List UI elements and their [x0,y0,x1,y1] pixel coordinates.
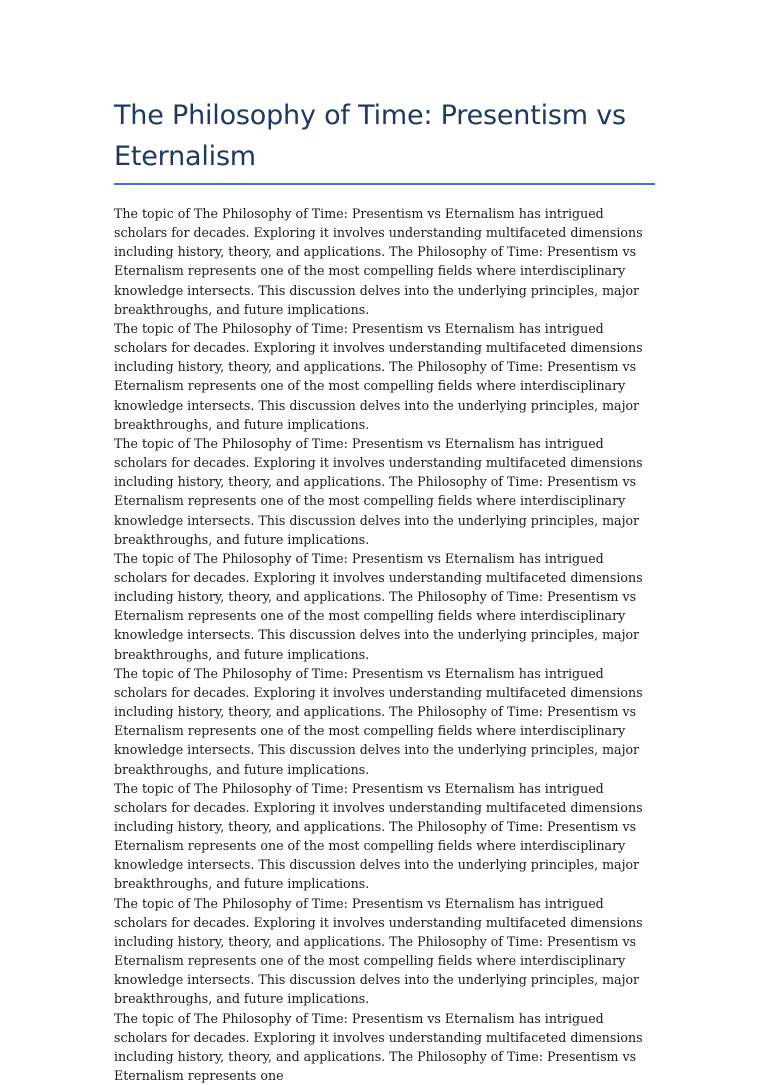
body-paragraph: The topic of The Philosophy of Time: Presentism vs Eternalism has intrigued scholars for decades. Exploring it involves understanding multifaceted dimensions including history, theory, and applications. The Philosophy of Time: Presentism vs Eternalism represents one of the most compelling fields where interdisciplinary knowledge intersects. This discussion delves into the underlying principles, major breakthroughs, and future implications. [114,780,643,892]
body-paragraph: The topic of The Philosophy of Time: Presentism vs Eternalism has intrigued scholars for decades. Exploring it involves understanding multifaceted dimensions including history, theory, and applications. The Philosophy of Time: Presentism vs Eternalism represents one of the most compelling fields where interdisciplinary knowledge intersects. This discussion delves into the underlying principles, major breakthroughs, and future implications. [114,895,643,1007]
title-divider [114,183,655,185]
body-paragraph: The topic of The Philosophy of Time: Presentism vs Eternalism has intrigued scholars for decades. Exploring it involves understanding multifaceted dimensions including history, theory, and applications. The Philosophy of Time: Presentism vs Eternalism represents one of the most compelling fields where interdisciplinary knowledge intersects. This discussion delves into the underlying principles, major breakthroughs, and future implications. [114,320,643,432]
body-paragraph: The topic of The Philosophy of Time: Presentism vs Eternalism has intrigued scholars for decades. Exploring it involves understanding multifaceted dimensions including history, theory, and applications. The Philosophy of Time: Presentism vs Eternalism represents one of the most compelling fields where interdisciplinary knowledge intersects. This discussion delves into the underlying principles, major breakthroughs, and future implications. [114,435,643,547]
body-paragraph: The topic of The Philosophy of Time: Presentism vs Eternalism has intrigued scholars for decades. Exploring it involves understanding multifaceted dimensions including history, theory, and applications. The Philosophy of Time: Presentism vs Eternalism represents one [114,1010,643,1084]
body-paragraph: The topic of The Philosophy of Time: Presentism vs Eternalism has intrigued scholars for decades. Exploring it involves understanding multifaceted dimensions including history, theory, and applications. The Philosophy of Time: Presentism vs Eternalism represents one of the most compelling fields where interdisciplinary knowledge intersects. This discussion delves into the underlying principles, major breakthroughs, and future implications. [114,665,643,777]
document-title: The Philosophy of Time: Presentism vs Eternalism [114,100,626,172]
body-paragraph: The topic of The Philosophy of Time: Presentism vs Eternalism has intrigued scholars for decades. Exploring it involves understanding multifaceted dimensions including history, theory, and applications. The Philosophy of Time: Presentism vs Eternalism represents one of the most compelling fields where interdisciplinary knowledge intersects. This discussion delves into the underlying principles, major breakthroughs, and future implications. [114,550,643,662]
document-body [114,204,655,1085]
document-page [114,0,655,1085]
body-paragraph: The topic of The Philosophy of Time: Presentism vs Eternalism has intrigued scholars for decades. Exploring it involves understanding multifaceted dimensions including history, theory, and applications. The Philosophy of Time: Presentism vs Eternalism represents one of the most compelling fields where interdisciplinary knowledge intersects. This discussion delves into the underlying principles, major breakthroughs, and future implications. [114,206,643,317]
